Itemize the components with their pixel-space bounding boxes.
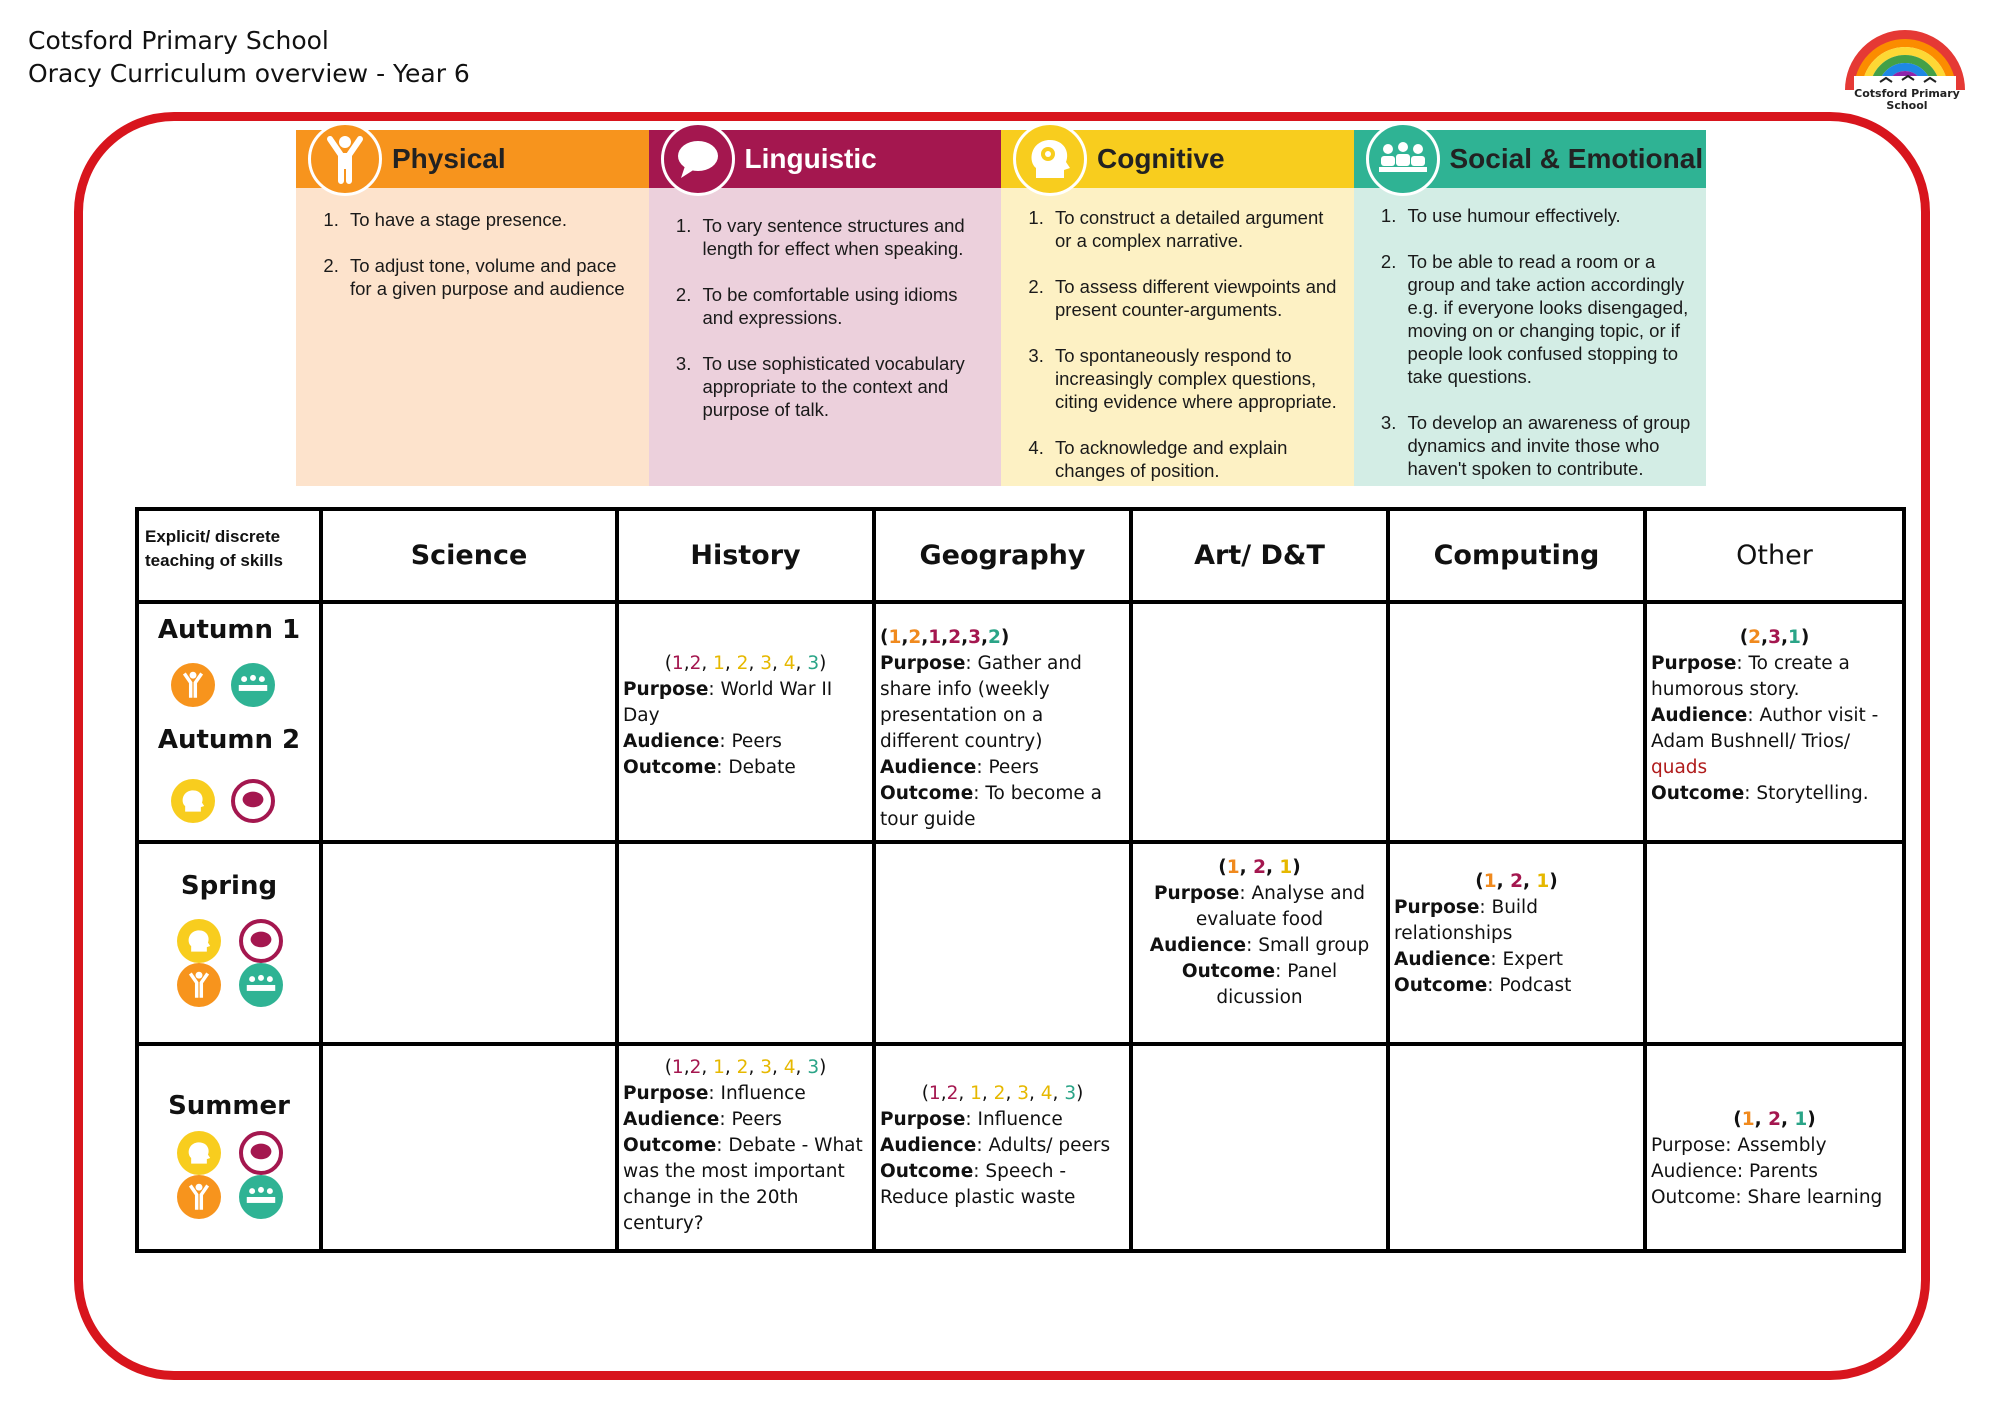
linguistic-icon [231,779,275,823]
strand-item: 1. To construct a detailed argument or a complex narrative. [1049,206,1344,252]
strand-item: 2. To adjust tone, volume and pace for a given purpose and audience [344,254,639,300]
strand-physical [296,130,649,486]
column-header-art-dt: Art/ D&T [1194,539,1325,571]
term-autumn-2: Autumn 2 [157,725,301,755]
strand-codes: (1,2, 1, 2, 3, 4, 3) [921,1083,1084,1104]
social-emotional-icon [239,1175,283,1219]
column-header-science: Science [410,539,528,571]
oracy-strands [296,130,1706,486]
corner-label: Explicit/ discrete teaching of skills [145,527,283,570]
linguistic-icon [239,1131,283,1175]
curriculum-table [135,507,1906,1253]
strand-codes: (2,3,1) [1739,627,1810,648]
strand-item: 1. To use humour effectively. [1402,204,1697,227]
social-emotional-icon [231,663,275,707]
cell-spring-art-dt: (1, 2, 1) Purpose: Analyse and evaluate food Audience: Small group Outcome: Panel dicussion [1137,855,1382,1011]
column-header-other: Other [1736,539,1813,571]
strand-linguistic [649,130,1002,486]
group-people-icon [1366,122,1440,196]
school-name: Cotsford Primary School [28,26,329,55]
cell-autumn-geography: (1,2,1,2,3,2) Purpose: Gather and share info (weekly presentation on a different country) Audience: Peers Outcome: To become a tour guide [880,625,1125,833]
term-spring: Spring [180,871,278,901]
strand-title: Linguistic [744,143,877,174]
term-summer: Summer [168,1091,290,1121]
strand-codes: (1, 2, 1) [1733,1109,1816,1130]
strand-item: 4. To acknowledge and explain changes of position. [1049,436,1344,482]
strand-social-emotional [1354,130,1707,486]
strand-item: 2. To assess different viewpoints and present counter-arguments. [1049,275,1344,321]
cognitive-icon [171,779,215,823]
physical-icon [177,1175,221,1219]
cognitive-icon [177,919,221,963]
cell-autumn-history: (1,2, 1, 2, 3, 4, 3) Purpose: World War II Day Audience: Peers Outcome: Debate [623,651,868,781]
cell-spring-computing: (1, 2, 1) Purpose: Build relationships Audience: Expert Outcome: Podcast [1394,869,1639,999]
cell-summer-history: (1,2, 1, 2, 3, 4, 3) Purpose: Influence Audience: Peers Outcome: Debate - What was the most important change in the 20th century? [623,1055,868,1237]
strand-codes: (1, 2, 1) [1218,857,1301,878]
strand-item: 2. To be able to read a room or a group and take action accordingly e.g. if everyone looks disengaged, moving on or changing topic, or if people look confused stopping to take questions. [1402,250,1697,388]
cell-autumn-other: (2,3,1) Purpose: To create a humorous story. Audience: Author visit - Adam Bushnell/ Trios/ quads Outcome: Storytelling. [1651,625,1898,807]
strand-item: 3. To spontaneously respond to increasingly complex questions, citing evidence where appropriate. [1049,344,1344,413]
strand-title: Physical [392,143,506,174]
strand-title: Social & Emotional [1449,143,1704,174]
strand-codes: (1, 2, 1) [1475,871,1558,892]
cognitive-icon [177,1131,221,1175]
strand-cognitive [1001,130,1354,486]
column-header-history: History [690,539,801,571]
strand-title: Cognitive [1097,143,1225,174]
strand-item: 1. To vary sentence structures and length for effect when speaking. [697,214,992,260]
person-arms-up-icon [308,122,382,196]
social-emotional-icon [239,963,283,1007]
column-header-geography: Geography [919,539,1086,571]
strand-codes: (1,2, 1, 2, 3, 4, 3) [664,1057,827,1078]
physical-icon [171,663,215,707]
linguistic-icon [239,919,283,963]
cell-summer-other: (1, 2, 1) Purpose: Assembly Audience: Parents Outcome: Share learning [1651,1107,1898,1211]
speech-bubble-icon [661,122,735,196]
term-autumn-1: Autumn 1 [157,615,301,645]
strand-codes: (1,2, 1, 2, 3, 4, 3) [664,653,827,674]
head-gears-icon [1013,122,1087,196]
page-subtitle: Oracy Curriculum overview - Year 6 [28,59,470,88]
strand-item: 1. To have a stage presence. [344,208,639,231]
strand-item: 3. To develop an awareness of group dynamics and invite those who haven't spoken to contribute. [1402,411,1697,480]
column-header-computing: Computing [1433,539,1600,571]
strand-item: 3. To use sophisticated vocabulary appropriate to the context and purpose of talk. [697,352,992,421]
strand-item: 2. To be comfortable using idioms and expressions. [697,283,992,329]
cell-summer-geography: (1,2, 1, 2, 3, 4, 3) Purpose: Influence Audience: Adults/ peers Outcome: Speech - Reduce plastic waste [880,1081,1125,1211]
logo-caption: Cotsford Primary School [1854,87,1960,112]
strand-codes: (1,2,1,2,3,2) [880,627,1010,648]
physical-icon [177,963,221,1007]
